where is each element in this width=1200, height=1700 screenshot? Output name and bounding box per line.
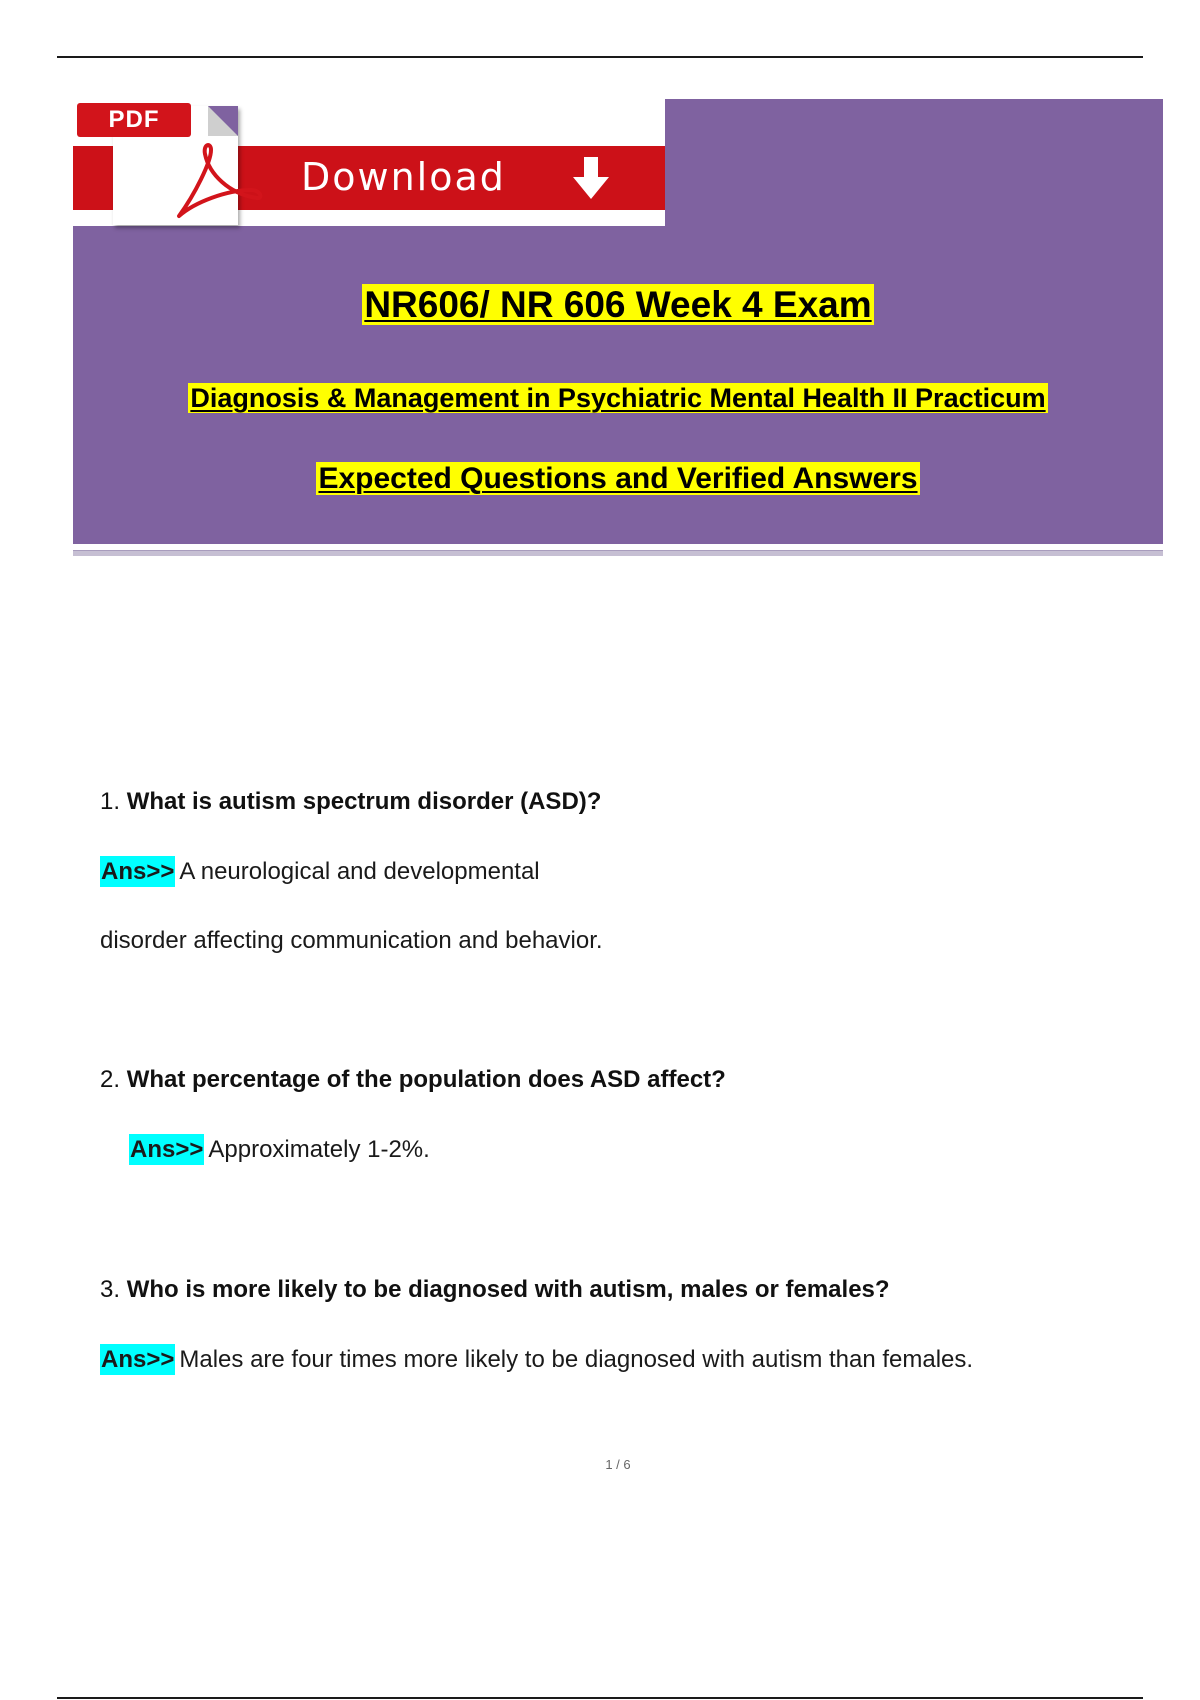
question-3 <box>100 1276 890 1304</box>
question-number: 1. <box>100 788 121 815</box>
answer-1-line-1 <box>100 858 540 886</box>
answer-text: disorder affecting communication and behavior. <box>100 927 603 954</box>
question-number: 2. <box>100 1066 121 1093</box>
answer-tag: Ans>> <box>101 1346 175 1373</box>
course-subtitle <box>73 383 1163 414</box>
page-indicator: 1 / 6 <box>605 1457 631 1472</box>
answer-2-line-1 <box>129 1136 430 1164</box>
answer-text: A neurological and developmental <box>179 858 540 885</box>
pdf-page-fold <box>208 106 238 136</box>
answer-tag: Ans>> <box>130 1136 204 1163</box>
bottom-rule <box>57 1697 1143 1699</box>
course-subtitle-text: Diagnosis & Management in Psychiatric Mental Health II Practicum <box>190 383 1046 413</box>
document-tagline-text: Expected Questions and Verified Answers <box>318 462 918 495</box>
answer-3-line-1 <box>100 1346 973 1374</box>
answer-text: Males are four times more likely to be diagnosed with autism than females. <box>179 1346 974 1373</box>
question-number: 3. <box>100 1276 121 1303</box>
question-1 <box>100 788 601 816</box>
cover-banner <box>73 99 1163 544</box>
download-label: Download <box>301 155 506 199</box>
answer-tag: Ans>> <box>101 858 175 885</box>
banner-underline <box>73 550 1163 556</box>
download-badge[interactable] <box>73 99 665 226</box>
acrobat-logo-icon <box>165 142 265 222</box>
pdf-tag: PDF <box>77 103 191 137</box>
exam-title <box>73 284 1163 326</box>
question-2 <box>100 1066 726 1094</box>
answer-text: Approximately 1-2%. <box>208 1136 430 1163</box>
top-rule <box>57 56 1143 58</box>
document-tagline <box>73 462 1163 496</box>
download-arrow-icon <box>569 155 613 201</box>
exam-title-text: NR606/ NR 606 Week 4 Exam <box>364 284 872 325</box>
question-text: Who is more likely to be diagnosed with autism, males or females? <box>126 1276 890 1303</box>
pdf-file-icon <box>75 102 240 222</box>
question-text: What percentage of the population does ASD affect? <box>126 1066 726 1093</box>
question-text: What is autism spectrum disorder (ASD)? <box>126 788 602 815</box>
answer-1-line-2 <box>100 927 603 955</box>
